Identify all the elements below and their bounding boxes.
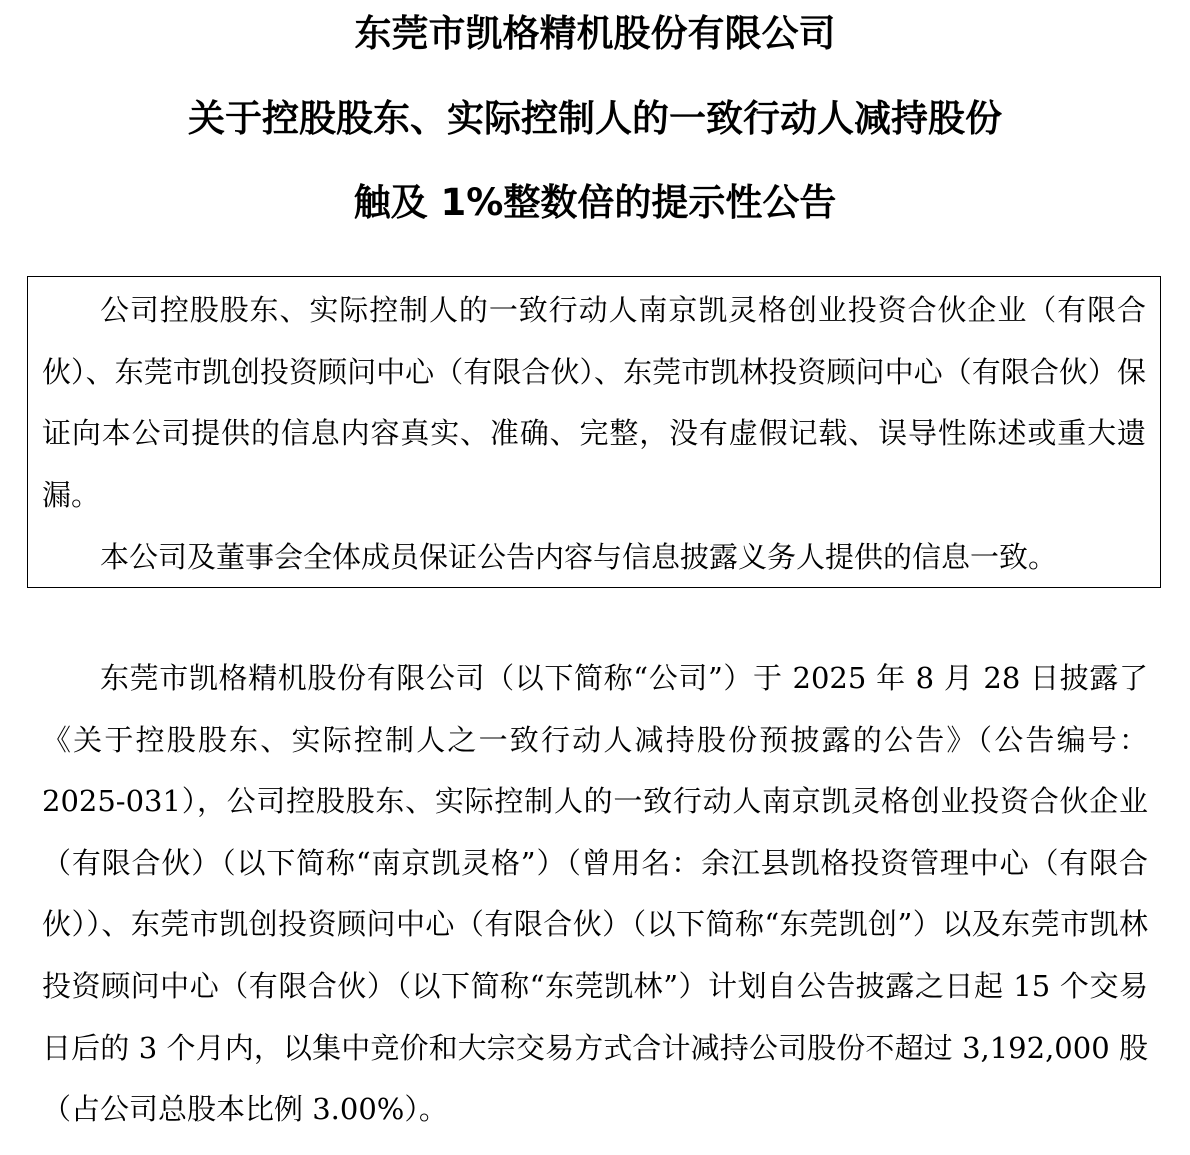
document-title-type: 触及 1%整数倍的提示性公告	[353, 181, 837, 224]
disclaimer-box	[27, 276, 1161, 588]
document-title-subject: 关于控股股东、实际控制人的一致行动人减持股份	[188, 97, 1002, 140]
body-paragraph: 东莞市凯格精机股份有限公司（以下简称“公司”）于 2025 年 8 月 28 日披露了《关于控股股东、实际控制人之一致行动人减持股份预披露的公告》（公告编号：2025-031），公司控股股东、实际控制人的一致行动人南京凯灵格创业投资合伙企业（有限合伙）（以下简称“南京凯灵格”）（曾用名：余江县凯格投资管理中心（有限合伙））、东莞市凯创投资顾问中心（有限合伙）（以下简称“东莞凯创”）以及东莞市凯林投资顾问中心（有限合伙）（以下简称“东莞凯林”）计划自公告披露之日起 15 个交易日后的 3 个月内，以集中竞价和大宗交易方式合计减持公司股份不超过 3,192,000 股（占公司总股本比例 3.00%）。	[42, 661, 1148, 1127]
disclaimer-paragraph: 公司控股股东、实际控制人的一致行动人南京凯灵格创业投资合伙企业（有限合伙）、东莞市凯创投资顾问中心（有限合伙）、东莞市凯林投资顾问中心（有限合伙）保证向本公司提供的信息内容真实、准确、完整，没有虚假记载、误导性陈述或重大遗漏。	[42, 293, 1146, 512]
document-title-company: 东莞市凯格精机股份有限公司	[354, 12, 836, 55]
board-guarantee-paragraph: 本公司及董事会全体成员保证公告内容与信息披露义务人提供的信息一致。	[100, 540, 1058, 574]
